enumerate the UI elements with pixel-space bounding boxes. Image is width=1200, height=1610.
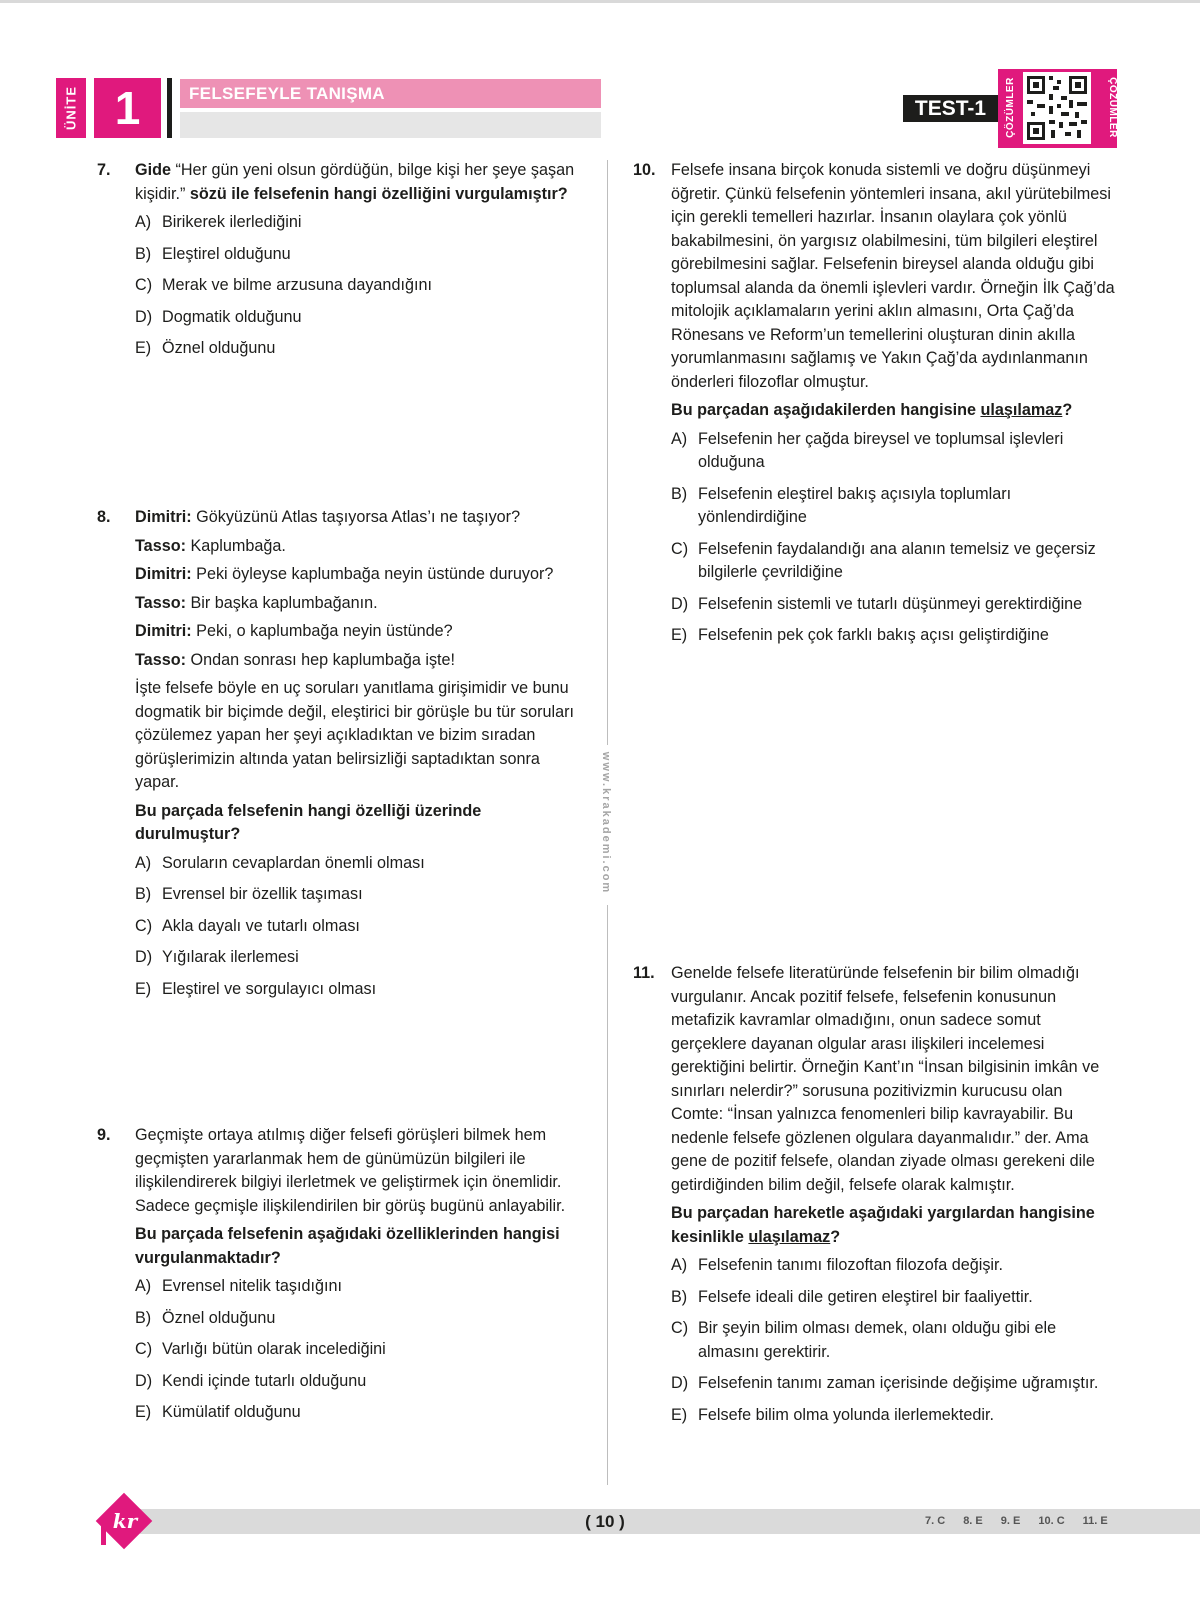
dialogue-line: Tasso: Kaplumbağa. xyxy=(135,536,286,555)
question-9-number: 9. xyxy=(97,1126,111,1144)
question-7-quote: “Her gün yeni olsun gördüğün, bilge kişi her şeye şaşan kişidir.” xyxy=(135,161,575,203)
answer-item: 9. E xyxy=(1000,1515,1021,1527)
website-watermark: www.krakademi.com xyxy=(600,751,612,895)
qr-left-label: ÇÖZÜMLER xyxy=(1004,77,1016,138)
dialogue-line: Dimitri: Peki, o kaplumbağa neyin üstünde? xyxy=(135,622,453,640)
question-10-options xyxy=(671,428,1121,648)
question-11 xyxy=(671,962,1119,1435)
question-9 xyxy=(135,1124,583,1433)
answer-item: 11. E xyxy=(1082,1515,1108,1527)
dialogue-line: Dimitri: Peki öyleyse kaplumbağa neyin üstünde duruyor? xyxy=(135,565,554,583)
option-item[interactable]: D) Felsefenin tanımı zaman içerisinde değişime uğramıştır. xyxy=(671,1374,1099,1392)
option-item[interactable]: D) Kendi içinde tutarlı olduğunu xyxy=(135,1371,367,1390)
chapter-title-bar xyxy=(180,79,601,108)
question-11-number: 11. xyxy=(633,964,655,982)
answer-key xyxy=(925,1515,1108,1527)
option-item[interactable]: C) Akla dayalı ve tutarlı olması xyxy=(135,916,360,935)
chapter-title: FELSEFEYLE TANIŞMA xyxy=(189,84,385,103)
question-7-number: 7. xyxy=(97,161,111,179)
answer-item: 7. C xyxy=(925,1515,946,1527)
option-item[interactable]: D) Felsefenin sistemli ve tutarlı düşünmeyi gerektirdiğine xyxy=(671,594,1083,613)
chapter-subtitle-bar xyxy=(180,112,601,138)
option-item[interactable]: A) Felsefenin her çağda bireysel ve toplumsal işlevleri olduğuna xyxy=(671,429,1064,471)
question-10-number: 10. xyxy=(633,161,656,179)
question-9-question: Bu parçada felsefenin aşağıdaki özelliklerinden hangisi vurgulanmaktadır? xyxy=(135,1225,560,1267)
option-item[interactable]: C) Merak ve bilme arzusuna dayandığını xyxy=(135,276,432,294)
unite-tab xyxy=(56,78,86,138)
option-item[interactable]: C) Bir şeyin bilim olması demek, olanı olduğu gibi ele almasını gerektirir. xyxy=(671,1319,1057,1361)
question-8-options xyxy=(135,852,585,1002)
qr-code-icon[interactable] xyxy=(1023,72,1091,144)
question-11-options xyxy=(671,1254,1119,1427)
option-item[interactable]: E) Felsefe bilim olma yolunda ilerlemektedir. xyxy=(671,1405,994,1424)
option-item[interactable]: B) Öznel olduğunu xyxy=(135,1308,276,1327)
option-item[interactable]: B) Eleştirel olduğunu xyxy=(135,244,291,263)
column-divider xyxy=(607,905,608,1485)
qr-right-label: ÇÖZÜMLER xyxy=(1106,77,1118,138)
option-item[interactable]: A) Soruların cevaplardan önemli olması xyxy=(135,853,425,872)
answer-item: 10. C xyxy=(1038,1515,1065,1527)
question-7-question: sözü ile felsefenin hangi özelliğini vurgulamıştır? xyxy=(189,184,568,203)
publisher-logo-text: kr xyxy=(112,1509,138,1533)
question-11-question: Bu parçadan hareketle aşağıdaki yargılardan hangisine kesinlikle ulaşılamaz? xyxy=(671,1204,1095,1246)
question-10-question: Bu parçadan aşağıdakilerden hangisine ulaşılamaz? xyxy=(671,401,1073,419)
question-7-stem xyxy=(135,159,590,206)
question-8 xyxy=(135,506,585,1009)
question-7-author: Gide xyxy=(135,161,171,179)
unite-label: ÜNİTE xyxy=(63,86,79,130)
option-item[interactable]: B) Felsefe ideali dile getiren eleştirel bir faaliyettir. xyxy=(671,1287,1033,1306)
unite-number: 1 xyxy=(94,78,161,138)
option-item[interactable]: A) Birikerek ilerlediğini xyxy=(135,213,302,231)
dialogue-line: Tasso: Bir başka kaplumbağanın. xyxy=(135,593,378,612)
page-number: ( 10 ) xyxy=(585,1511,625,1531)
top-border xyxy=(0,0,1200,3)
answer-item: 8. E xyxy=(963,1515,983,1527)
question-8-question: Bu parçada felsefenin hangi özelliği üzerinde durulmuştur? xyxy=(135,801,482,843)
option-item[interactable]: C) Felsefenin faydalandığı ana alanın temelsiz ve geçersiz bilgilerle çevrildiğine xyxy=(671,539,1096,581)
dialogue-line: Dimitri: Gökyüzünü Atlas taşıyorsa Atlas’ı ne taşıyor? xyxy=(135,508,521,526)
question-8-passage: İşte felsefe böyle en uç soruları yanıtlama girişimidir ve bunu dogmatik bir biçimde değil, eleştirici bir görüşle bu tür soruları çözülemez yapan her şeyi açıkladıktan ve bizim sıradan görüşlerimizin altında yatan belirsizliği saptadıktan sonra yapar. xyxy=(135,679,575,791)
option-item[interactable]: D) Yığılarak ilerlemesi xyxy=(135,948,299,966)
option-item[interactable]: E) Felsefenin pek çok farklı bakış açısı geliştirdiğine xyxy=(671,626,1049,644)
option-item[interactable]: B) Evrensel bir özellik taşıması xyxy=(135,885,363,903)
option-item[interactable]: A) Felsefenin tanımı filozoftan filozofa değişir. xyxy=(671,1256,1004,1274)
dialogue-line: Tasso: Ondan sonrası hep kaplumbağa işte! xyxy=(135,650,456,669)
header-separator xyxy=(167,78,172,138)
question-11-passage: Genelde felsefe literatüründe felsefenin bir bilim olmadığı vurgulanır. Ancak pozitif felsefe, felsefenin konusunun metafizik kavramlar olmadığını, onun sadece somut gerçeklere dayanan olgular arası ilişkileri incelemesi gerektiğini belirtir. Örneğin Kant’ın “İnsan bilgisinin imkân ve sınırları nelerdir?” sorusuna pozitivizmin kurucusu olan Comte: “İnsan yalnızca fenomenleri bilip kavrayabilir. Bu nedenle felsefe gözlenen olgulara dayanmalıdır.” der. Ama gene de pozitif felsefe, olandan ziyade olması gerekeni dile getirdiğinden bilim değil, felsefe olarak kalmıştır. xyxy=(671,964,1100,1194)
question-7 xyxy=(135,159,590,369)
option-item[interactable]: A) Evrensel nitelik taşıdığını xyxy=(135,1277,342,1295)
question-9-passage: Geçmişte ortaya atılmış diğer felsefi görüşleri bilmek hem geçmişten yararlanmak hem de günümüzün bilgileri ile ilişkilendirerek bilgiyi ilerletmek ve geliştirmek için önemlidir. Sadece geçmişle ilişkilendirilen bir görüş bugünü anlayabilir. xyxy=(135,1126,566,1215)
question-10-passage: Felsefe insana birçok konuda sistemli ve doğru düşünmeyi öğretir. Çünkü felsefenin yöntemleri insana, akıl yürütebilmesi için gerekli temelleri hazırlar. İnsanın olaylara çok yönlü bakabilmesini, ön yargısız olabilmesini, tüm bilgileri eleştirel görebilmesini sağlar. Felsefenin bireysel alanda olduğu gibi toplumsal alanda da önemli işlevleri vardır. Örneğin İlk Çağ’da mitolojik açıklamaların yerini aklın almasını, Orta Çağ’da Rönesans ve Reform’un temellerini oluşturan dinin akılla yorumlanmasını sağlamış ve Yakın Çağ’da aydınlanmanın önderleri filozoflar olmuştur. xyxy=(671,161,1115,391)
test-label: TEST-1 xyxy=(903,95,998,122)
option-item[interactable]: C) Varlığı bütün olarak incelediğini xyxy=(135,1340,386,1358)
question-10 xyxy=(671,159,1121,656)
question-8-number: 8. xyxy=(97,508,111,526)
option-item[interactable]: E) Öznel olduğunu xyxy=(135,339,276,357)
column-divider xyxy=(607,160,608,745)
solutions-qr-panel[interactable] xyxy=(998,69,1117,148)
question-7-options xyxy=(135,211,590,361)
option-item[interactable]: E) Kümülatif olduğunu xyxy=(135,1403,301,1421)
option-item[interactable]: E) Eleştirel ve sorgulayıcı olması xyxy=(135,979,377,998)
question-9-options xyxy=(135,1275,583,1425)
option-item[interactable]: B) Felsefenin eleştirel bakış açısıyla toplumları yönlendirdiğine xyxy=(671,484,1012,526)
option-item[interactable]: D) Dogmatik olduğunu xyxy=(135,307,302,326)
